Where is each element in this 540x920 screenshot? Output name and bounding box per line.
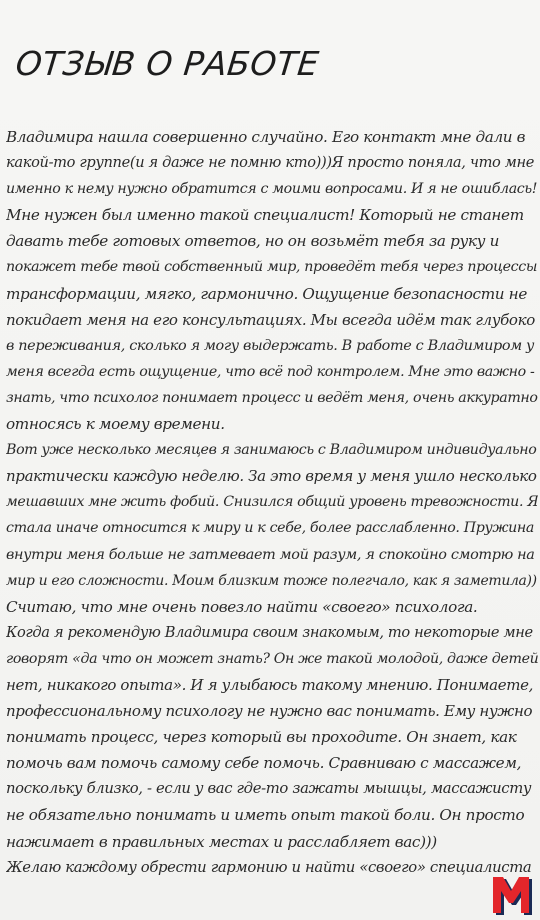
text-line: нет, никакого опыта». И я улыбаюсь такому мнению. Понимаете,: [6, 675, 534, 694]
page-title: ОТЗЫВ О РАБОТЕ: [13, 44, 322, 83]
text-line: трансформации, мягко, гармонично. Ощущение безопасности не: [6, 284, 527, 303]
text-line: меня всегда есть ощущение, что всё под контролем. Мне это важно -: [6, 363, 535, 380]
text-line: какой-то группе(и я даже не помню кто)))Я просто поняла, что мне: [6, 154, 535, 172]
text-line: стала иначе относится к миру и к себе, более расслабленно. Пружина: [6, 520, 535, 537]
text-line: мир и его сложности. Моим близким тоже полегчало, как я заметила)): [6, 572, 537, 589]
review-text: [6, 124, 538, 881]
text-line: в переживания, сколько я могу выдержать. В работе с Владимиром у: [6, 337, 535, 354]
text-line: понимать процесс, через который вы проходите. Он знает, как: [6, 728, 517, 747]
text-line: профессиональному психологу не нужно вас понимать. Ему нужно: [6, 702, 533, 721]
text-line: Когда я рекомендую Владимира своим знакомым, то некоторые мне: [6, 623, 533, 641]
text-line: давать тебе готовых ответов, но он возьмёт тебя за руку и: [6, 232, 499, 251]
text-line: знать, что психолог понимает процесс и ведёт меня, очень аккуратно: [6, 389, 538, 406]
text-line: Владимира нашла совершенно случайно. Его контакт мне дали в: [6, 128, 526, 146]
text-line: Считаю, что мне очень повезло найти «своего» психолога.: [6, 597, 478, 616]
text-line: покажет тебе твой собственный мир, проведёт тебя через процессы: [6, 259, 538, 276]
brand-logo: [490, 872, 534, 916]
text-line: внутри меня больше не затмевает мой разум, я спокойно смотрю на: [6, 546, 535, 563]
text-line: практически каждую неделю. За это время у меня ушло несколько: [6, 467, 537, 486]
text-line: поскольку близко, - если у вас где-то зажаты мышцы, массажисту: [6, 780, 532, 798]
text-line: мешавших мне жить фобий. Снизился общий уровень тревожности. Я: [6, 494, 538, 511]
text-line: Желаю каждому обрести гармонию и найти «своего» специалиста: [6, 858, 532, 876]
text-line: Вот уже несколько месяцев я занимаюсь с Владимиром индивидуально: [6, 442, 537, 459]
text-line: нажимает в правильных местах и расслабляет вас))): [6, 832, 437, 851]
text-line: Мне нужен был именно такой специалист! Который не станет: [6, 206, 524, 225]
text-line: говорят «да что он может знать? Он же такой молодой, даже детей: [6, 650, 538, 667]
text-line: именно к нему нужно обратится с моими вопросами. И я не ошиблась!: [6, 181, 538, 198]
text-line: не обязательно понимать и иметь опыт такой боли. Он просто: [6, 806, 525, 825]
text-line: относясь к моему времени.: [6, 415, 225, 434]
text-line: покидает меня на его консультациях. Мы всегда идём так глубоко: [6, 310, 535, 329]
m-logo-icon: [490, 872, 534, 916]
text-line: помочь вам помочь самому себе помочь. Сравниваю с массажем,: [6, 754, 522, 773]
